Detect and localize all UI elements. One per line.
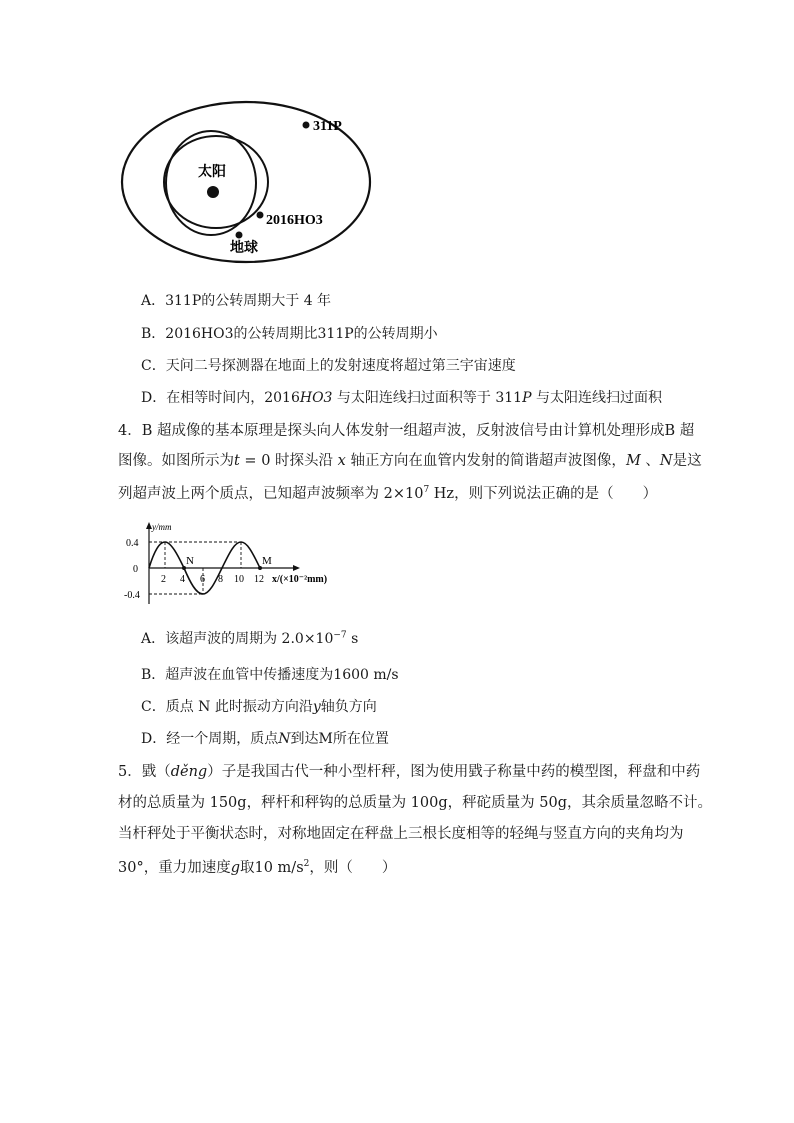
q4-option-b: B．超声波在血管中传播速度为1600 m/s xyxy=(141,667,399,683)
q4-c-pre: C．质点 N 此时振动方向沿 xyxy=(141,699,313,715)
q3-option-b: B．2016HO3的公转周期比311P的公转周期小 xyxy=(141,326,438,342)
sun-dot xyxy=(207,186,219,198)
q4-option-a xyxy=(141,628,358,648)
x-axis-label: x/(×10⁻²mm) xyxy=(272,574,328,585)
q5-line-3: 当杆秤处于平衡状态时，对称地固定在秤盘上三根长度相等的轻绳与竖直方向的夹角均为 xyxy=(118,826,684,842)
q4-l2-d: 、 xyxy=(640,453,660,469)
q4-option-d xyxy=(141,728,389,748)
q4-l2-m: M xyxy=(625,453,641,469)
q4-l2-e: 是这 xyxy=(672,453,702,469)
earth-orbit xyxy=(164,136,268,228)
q5-l1-b: ）子是我国古代一种小型杆秤，图为使用戥子称量中药的模型图，秤盘和中药 xyxy=(207,764,701,780)
point-n-label: N xyxy=(186,555,194,567)
x-tick-12: 12 xyxy=(254,574,264,585)
q4-l2-n: N xyxy=(659,453,673,469)
q4-l2-a: 图像。如图所示为 xyxy=(118,453,234,469)
x-tick-10: 10 xyxy=(234,574,244,585)
q3-option-d xyxy=(141,387,662,407)
q5-l4-g: g xyxy=(230,860,240,876)
q5-l4-b: 取10 m/s xyxy=(240,860,304,876)
y-tick-0.4: 0.4 xyxy=(126,538,139,549)
label-2016ho3: 2016HO3 xyxy=(266,213,323,228)
2016ho3-dot xyxy=(257,212,264,219)
q5-line-1 xyxy=(118,760,700,781)
y-axis-label: y/mm xyxy=(152,522,172,532)
q4-l3-b: Hz，则下列说法正确的是（ ） xyxy=(429,486,658,502)
q5-l4-c: ，则（ ） xyxy=(309,860,397,876)
q3-d-p: P xyxy=(522,390,532,406)
q4-d-post: 到达M所在位置 xyxy=(290,731,389,747)
q4-c-y: y xyxy=(312,699,321,715)
q4-a-pre: A．该超声波的周期为 2.0×10 xyxy=(141,631,334,647)
q5-line-4 xyxy=(118,856,396,877)
point-m-label: M xyxy=(262,555,272,567)
q3-d-text-1: D．在相等时间内，2016 xyxy=(141,390,300,406)
q4-line-2 xyxy=(118,449,702,470)
q3-option-c: C．天问二号探测器在地面上的发射速度将超过第三宇宙速度 xyxy=(141,358,516,374)
q5-l1-a: 5．戥（ xyxy=(118,764,171,780)
q4-d-n: N xyxy=(278,731,291,747)
earth-dot xyxy=(236,232,243,239)
y-tick-0: 0 xyxy=(133,564,138,575)
q4-l3-a: 列超声波上两个质点，已知超声波频率为 2×10 xyxy=(118,486,424,502)
q5-l1-pinyin: děng xyxy=(170,764,208,780)
q3-option-a: A．311P的公转周期大于 4 年 xyxy=(141,293,332,309)
q4-option-c xyxy=(141,696,377,716)
ho3-orbit xyxy=(166,131,256,235)
q5-line-2: 材的总质量为 150g，秤杆和秤钩的总质量为 100g，秤砣质量为 50g，其余质量忽略不计。 xyxy=(118,795,712,811)
311p-dot xyxy=(303,122,310,129)
q4-l3-exp: 7 xyxy=(423,485,430,496)
y-tick-neg-0.4: -0.4 xyxy=(124,590,140,601)
label-sun: 太阳 xyxy=(198,165,226,180)
q5-l4-a: 30°，重力加速度 xyxy=(118,860,231,876)
q4-l2-t: t xyxy=(234,453,240,469)
q3-d-text-2: 与太阳连线扫过面积等于 311 xyxy=(336,390,523,406)
q4-l2-b: = 0 时探头沿 xyxy=(239,453,334,469)
label-311p: 311P xyxy=(313,119,342,134)
q4-l2-c: 轴正方向在血管内发射的简谐超声波图像， xyxy=(350,453,626,469)
x-axis-arrow xyxy=(293,565,300,571)
q5-l4-exp: 2 xyxy=(303,859,310,870)
orbit-figure xyxy=(112,96,402,266)
q4-line-3 xyxy=(118,482,657,503)
q4-l2-x: x xyxy=(333,453,351,469)
label-earth: 地球 xyxy=(230,241,258,256)
q4-a-exp: −7 xyxy=(333,630,347,641)
q3-d-text-3: 与太阳连线扫过面积 xyxy=(535,390,662,406)
q4-line-1: 4．B 超成像的基本原理是探头向人体发射一组超声波，反射波信号由计算机处理形成B 超 xyxy=(118,423,695,439)
q4-a-post: s xyxy=(346,631,359,647)
x-tick-2: 2 xyxy=(161,574,166,585)
x-tick-8: 8 xyxy=(218,574,223,585)
q4-d-pre: D．经一个周期，质点 xyxy=(141,731,279,747)
wave-figure xyxy=(124,520,354,608)
q3-d-ho3: HO3 xyxy=(299,390,333,406)
x-tick-4: 4 xyxy=(180,574,185,585)
q4-c-post: 轴负方向 xyxy=(320,699,377,715)
x-tick-6: 6 xyxy=(200,574,205,585)
